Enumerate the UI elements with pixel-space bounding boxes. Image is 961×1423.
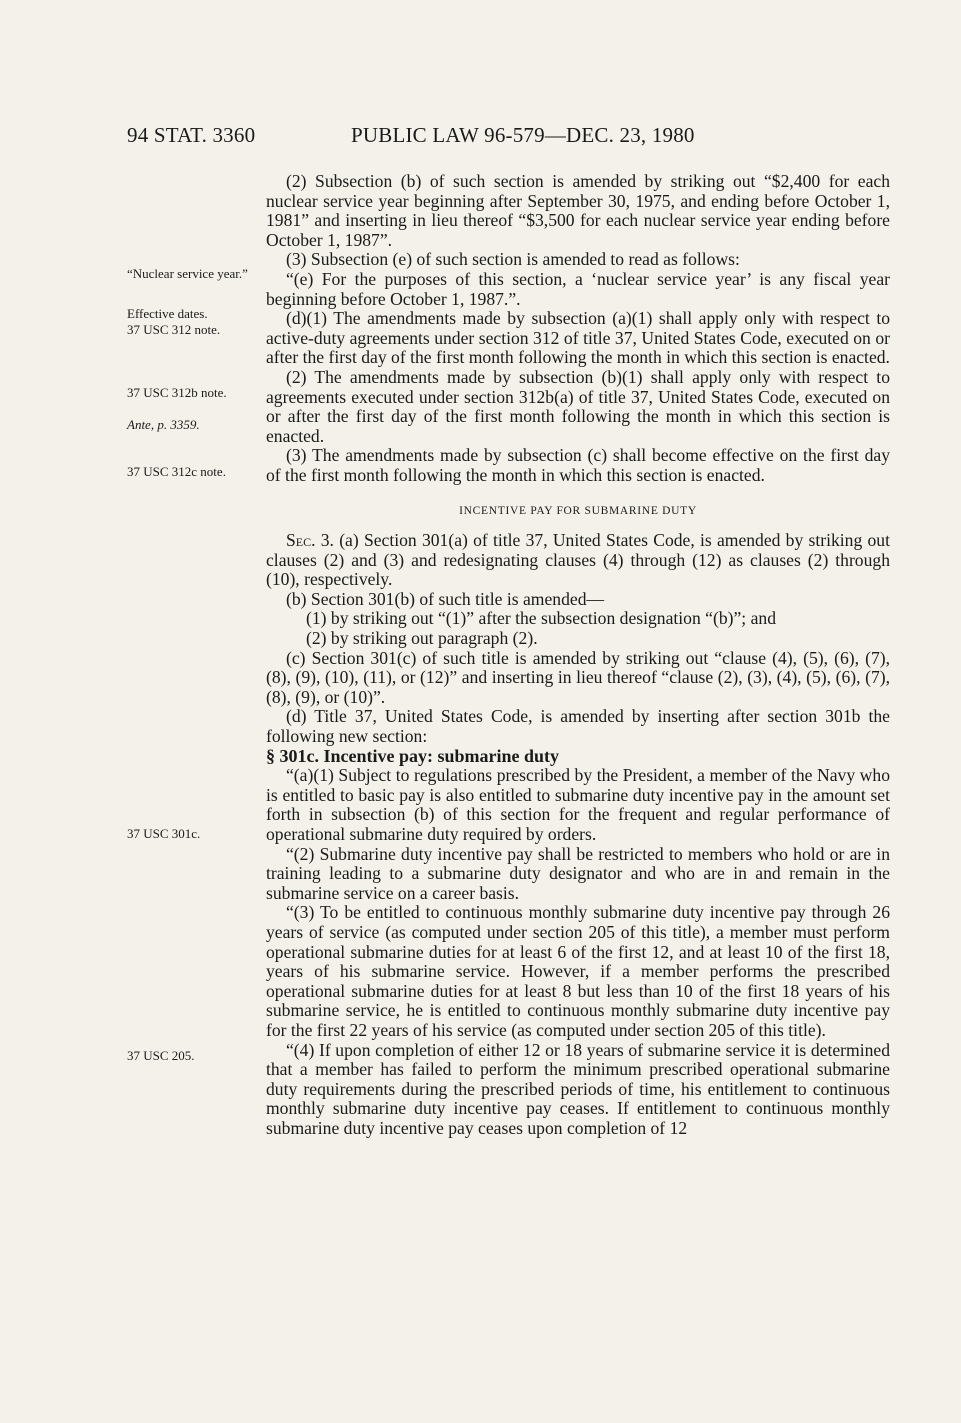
quote-a1: “(a)(1) Subject to regulations prescribed by the President, a member of the Navy who is entitled to basic pay is also entitled to submarine duty incentive pay in the amount set forth in subsection (b) of this section for the frequent and regular performance of operational submarine duty required by orders. bbox=[266, 765, 890, 844]
paragraph-d1: (d)(1) The amendments made by subsection (a)(1) shall apply only with respect to active-duty agreements under section 312 of title 37, United States Code, executed on or after the first day of the first month following the month in which this section is enacted. bbox=[266, 308, 890, 368]
paragraph-3-quote: “(e) For the purposes of this section, a ‘nuclear service year’ is any fiscal year beginning before October 1, 1987.”. bbox=[266, 268, 890, 309]
paragraph-c: (c) Section 301(c) of such title is amended by striking out “clause (4), (5), (6), (7), (8), (9), (10), (11), or (12)” and inserting in lieu thereof “clause (2), (3), (4), (5), (6), (7), (8), (9), or (10)”. bbox=[266, 647, 890, 707]
paragraph-d3: (3) The amendments made by subsection (c) shall become effective on the first day of the first month following the month in which this section is enacted. bbox=[266, 445, 890, 485]
public-law-reference: PUBLIC LAW 96-579—DEC. 23, 1980 bbox=[351, 123, 695, 147]
paragraph-b2: (2) by striking out paragraph (2). bbox=[306, 628, 538, 649]
paragraph-d2: (2) The amendments made by subsection (b)(1) shall apply only with respect to agreements executed under section 312b(a) of title 37, United States Code, executed on or after the first day of the first month following the month in which this section is enacted. bbox=[266, 366, 890, 446]
quote-a2: “(2) Submarine duty incentive pay shall be restricted to members who hold or are in training leading to a submarine duty designator and who are in and remain in the submarine service on a career basis. bbox=[266, 843, 890, 903]
section-3-a bbox=[266, 531, 890, 590]
paragraph-b: (b) Section 301(b) of such title is amended— bbox=[286, 588, 605, 609]
margin-note-37usc312c: 37 USC 312c note. bbox=[127, 464, 226, 479]
section-label: Sec. 3. bbox=[286, 530, 334, 551]
stat-reference: 94 STAT. 3360 bbox=[127, 123, 256, 147]
quote-a3: “(3) To be entitled to continuous monthly submarine duty incentive pay through 26 years of service (as computed under section 205 of this title), a member must perform operational submarine duties for at least 6 of the first 12, and at least 10 of the first 18, years of his submarine service. However, if a member performs the prescribed operational submarine duties for at least 8 but less than 10 of the first 18 years of his submarine service, he is entitled to continuous monthly submarine duty incentive pay for the first 22 years of his service (as computed under section 205 of this title). bbox=[266, 902, 890, 1040]
margin-note-effective-dates: Effective dates. bbox=[127, 306, 208, 321]
section-heading: INCENTIVE PAY FOR SUBMARINE DUTY bbox=[459, 504, 697, 517]
section-3-a-text: (a) Section 301(a) of title 37, United States Code, is amended by striking out clauses (2) and (3) and redesignating clauses (4) through (12) as clauses (2) through (10), respectively. bbox=[266, 530, 890, 590]
margin-note-nuclear-service-year: “Nuclear service year.” bbox=[127, 266, 248, 281]
paragraph-3: (3) Subsection (e) of such section is amended to read as follows: bbox=[286, 249, 740, 270]
statute-body bbox=[266, 172, 890, 1139]
margin-note-ante: Ante, p. 3359. bbox=[127, 417, 200, 432]
quote-a4: “(4) If upon completion of either 12 or 18 years of submarine service it is determined that a member has failed to perform the minimum prescribed operational submarine duty requirements during the prescribed periods of time, his entitlement to continuous monthly submarine duty incentive pay ceases. If entitlement to continuous monthly submarine duty incentive pay ceases upon completion of 12 bbox=[266, 1039, 890, 1138]
paragraph-b1: (1) by striking out “(1)” after the subsection designation “(b)”; and bbox=[306, 608, 776, 629]
margin-note-37usc301c: 37 USC 301c. bbox=[127, 826, 201, 841]
margin-note-37usc312b: 37 USC 312b note. bbox=[127, 385, 227, 400]
margin-note-37usc205: 37 USC 205. bbox=[127, 1048, 195, 1063]
section-301c-title: § 301c. Incentive pay: submarine duty bbox=[266, 745, 560, 766]
paragraph-2: (2) Subsection (b) of such section is amended by striking out “$2,400 for each nuclear service year beginning after September 30, 1975, and ending before October 1, 1981” and inserting in lieu thereof “$3,500 for each nuclear service year ending before October 1, 1987”. bbox=[266, 171, 890, 250]
margin-note-37usc312: 37 USC 312 note. bbox=[127, 322, 221, 337]
paragraph-d: (d) Title 37, United States Code, is amended by inserting after section 301b the following new section: bbox=[266, 706, 890, 747]
